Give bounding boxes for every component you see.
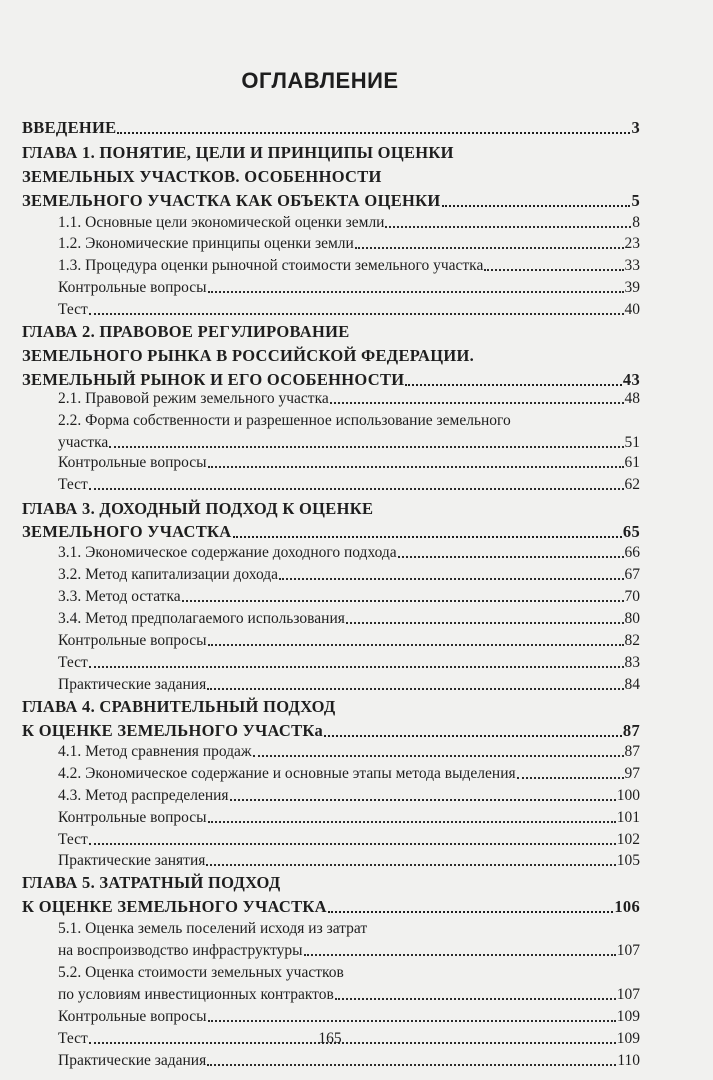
toc-page-number: 109 bbox=[616, 1030, 640, 1047]
toc-chapter-entry[interactable] bbox=[22, 897, 640, 917]
dot-leader bbox=[324, 735, 622, 737]
toc-entry-title: 3.3. Метод остатка bbox=[58, 588, 181, 605]
toc-entry-title: К ОЦЕНКЕ ЗЕМЕЛЬНОГО УЧАСТКа bbox=[22, 721, 324, 740]
toc-page-number: 3 bbox=[631, 118, 640, 137]
toc-entry-title: 1.3. Процедура оценки рыночной стоимости земельного участка bbox=[58, 257, 484, 274]
toc-section-entry[interactable] bbox=[58, 390, 640, 408]
toc-page-number: 101 bbox=[616, 809, 640, 826]
toc-entry-title: Контрольные вопросы bbox=[58, 632, 207, 649]
toc-page-number: 106 bbox=[614, 897, 640, 916]
toc-entry-title: Тест bbox=[58, 301, 88, 318]
toc-page-number: 8 bbox=[632, 214, 640, 231]
dot-leader bbox=[89, 488, 624, 490]
toc-section-entry[interactable] bbox=[58, 610, 640, 628]
dot-leader bbox=[484, 269, 623, 271]
toc-entry-line: ГЛАВА 2. ПРАВОВОЕ РЕГУЛИРОВАНИЕ bbox=[22, 322, 350, 341]
toc-entry-title: по условиям инвестиционных контрактов bbox=[58, 986, 334, 1003]
toc-page-number: 83 bbox=[624, 654, 640, 671]
toc-section-entry[interactable] bbox=[58, 632, 640, 650]
toc-entry-title: на воспроизводство инфраструктуры bbox=[58, 942, 303, 959]
toc-page-number: 105 bbox=[616, 852, 640, 869]
toc-entry-line: ЗЕМЕЛЬНЫХ УЧАСТКОВ. ОСОБЕННОСТИ bbox=[22, 167, 382, 186]
dot-leader bbox=[89, 313, 624, 315]
toc-entry-title: Контрольные вопросы bbox=[58, 279, 207, 296]
toc-entry-line: ГЛАВА 1. ПОНЯТИЕ, ЦЕЛИ И ПРИНЦИПЫ ОЦЕНКИ bbox=[22, 143, 454, 162]
dot-leader bbox=[279, 578, 623, 580]
toc-page-number: 48 bbox=[624, 390, 640, 407]
toc-entry-title: 4.1. Метод сравнения продаж bbox=[58, 743, 252, 760]
toc-page-number: 70 bbox=[624, 588, 640, 605]
dot-leader bbox=[208, 1020, 616, 1022]
toc-page-number: 23 bbox=[624, 235, 640, 252]
toc-page-number: 109 bbox=[616, 1008, 640, 1025]
toc-page-number: 61 bbox=[624, 454, 640, 471]
dot-leader bbox=[206, 864, 615, 866]
toc-entry-title: Контрольные вопросы bbox=[58, 454, 207, 471]
toc-chapter-entry[interactable] bbox=[22, 522, 640, 542]
toc-page-number: 66 bbox=[624, 544, 640, 561]
toc-section-entry[interactable] bbox=[58, 434, 640, 452]
dot-leader bbox=[328, 911, 613, 913]
toc-section-entry[interactable] bbox=[58, 831, 640, 849]
page-number: 165 bbox=[318, 1030, 342, 1047]
dot-leader bbox=[442, 205, 631, 207]
toc-page-number: 107 bbox=[616, 942, 640, 959]
toc-entry-line: ГЛАВА 4. СРАВНИТЕЛЬНЫЙ ПОДХОД bbox=[22, 697, 336, 716]
toc-page-number: 97 bbox=[624, 765, 640, 782]
toc-page-number: 40 bbox=[624, 301, 640, 318]
toc-entry-line: 2.2. Форма собственности и разрешенное использование земельного bbox=[58, 412, 511, 429]
toc-entry-title: ВВЕДЕНИЕ bbox=[22, 118, 117, 137]
toc-section-entry[interactable] bbox=[58, 676, 640, 694]
toc-entry-title: Тест bbox=[58, 831, 88, 848]
toc-page-number: 87 bbox=[624, 743, 640, 760]
toc-section-entry[interactable] bbox=[58, 214, 640, 232]
toc-section-entry[interactable] bbox=[58, 257, 640, 275]
toc-page-number: 5 bbox=[631, 191, 640, 210]
dot-leader bbox=[207, 1064, 616, 1066]
toc-entry-line: 5.1. Оценка земель поселений исходя из затрат bbox=[58, 920, 368, 937]
toc-chapter-entry[interactable] bbox=[22, 370, 640, 390]
toc-page-number: 102 bbox=[616, 831, 640, 848]
toc-section-entry[interactable] bbox=[58, 765, 640, 783]
toc-entry-title: Практические занятия bbox=[58, 852, 206, 869]
toc-entry-title: 1.2. Экономические принципы оценки земли bbox=[58, 235, 354, 252]
toc-entry-title: ЗЕМЕЛЬНОГО УЧАСТКА КАК ОБЪЕКТА ОЦЕНКИ bbox=[22, 191, 441, 210]
toc-section-entry[interactable] bbox=[58, 787, 640, 805]
dot-leader bbox=[233, 536, 622, 538]
toc-section-entry[interactable] bbox=[58, 588, 640, 606]
dot-leader bbox=[304, 954, 616, 956]
toc-entry-title: Контрольные вопросы bbox=[58, 1008, 207, 1025]
toc-chapter-entry[interactable] bbox=[22, 118, 640, 138]
toc-entry-line: ЗЕМЕЛЬНОГО РЫНКА В РОССИЙСКОЙ ФЕДЕРАЦИИ. bbox=[22, 346, 475, 365]
dot-leader bbox=[208, 291, 624, 293]
toc-entry-title: участка bbox=[58, 434, 109, 451]
toc-section-entry[interactable] bbox=[58, 235, 640, 253]
toc-entry-title: 4.3. Метод распределения bbox=[58, 787, 229, 804]
toc-entry-title: ЗЕМЕЛЬНЫЙ РЫНОК И ЕГО ОСОБЕННОСТИ bbox=[22, 370, 405, 389]
toc-entry-title: 4.2. Экономическое содержание и основные этапы метода выделения bbox=[58, 765, 516, 782]
dot-leader bbox=[208, 644, 624, 646]
dot-leader bbox=[346, 622, 624, 624]
toc-chapter-entry[interactable] bbox=[22, 191, 640, 211]
dot-leader bbox=[330, 402, 624, 404]
toc-page-number: 84 bbox=[624, 676, 640, 693]
toc-entry-line: 5.2. Оценка стоимости земельных участков bbox=[58, 964, 344, 981]
dot-leader bbox=[405, 384, 622, 386]
dot-leader bbox=[335, 998, 616, 1000]
toc-entry-title: К ОЦЕНКЕ ЗЕМЕЛЬНОГО УЧАСТКА bbox=[22, 897, 327, 916]
toc-page-number: 67 bbox=[624, 566, 640, 583]
toc-page-number: 33 bbox=[624, 257, 640, 274]
dot-leader bbox=[89, 666, 624, 668]
toc-entry-title: Контрольные вопросы bbox=[58, 809, 207, 826]
toc-section-entry[interactable] bbox=[58, 476, 640, 494]
toc-chapter-entry[interactable] bbox=[22, 721, 640, 741]
toc-page-number: 62 bbox=[624, 476, 640, 493]
page-title: ОГЛАВЛЕНИЕ bbox=[241, 68, 399, 93]
toc-section-entry[interactable] bbox=[58, 1008, 640, 1026]
toc-page-number: 80 bbox=[624, 610, 640, 627]
toc-section-entry[interactable] bbox=[58, 809, 640, 827]
dot-leader bbox=[182, 600, 624, 602]
toc-section-entry[interactable] bbox=[58, 1052, 640, 1070]
dot-leader bbox=[109, 446, 623, 448]
dot-leader bbox=[517, 777, 624, 779]
toc-entry-title: 1.1. Основные цели экономической оценки земли bbox=[58, 214, 385, 231]
toc-entry-title: Тест bbox=[58, 476, 88, 493]
dot-leader bbox=[355, 247, 624, 249]
toc-entry-title: 3.4. Метод предполагаемого использования bbox=[58, 610, 345, 627]
toc-page-number: 82 bbox=[624, 632, 640, 649]
toc-entry-title: 3.2. Метод капитализации дохода bbox=[58, 566, 279, 583]
dot-leader bbox=[398, 556, 624, 558]
toc-page-number: 39 bbox=[624, 279, 640, 296]
dot-leader bbox=[208, 466, 624, 468]
toc-entry-line: ГЛАВА 5. ЗАТРАТНЫЙ ПОДХОД bbox=[22, 873, 281, 892]
toc-section-entry[interactable] bbox=[58, 852, 640, 870]
dot-leader bbox=[89, 843, 616, 845]
toc-page-number: 87 bbox=[622, 721, 640, 740]
toc-section-entry[interactable] bbox=[58, 301, 640, 319]
dot-leader bbox=[253, 755, 624, 757]
toc-section-entry[interactable] bbox=[58, 566, 640, 584]
toc-entry-title: Практические задания bbox=[58, 676, 207, 693]
toc-section-entry[interactable] bbox=[58, 454, 640, 472]
toc-section-entry[interactable] bbox=[58, 942, 640, 960]
toc-page-number: 110 bbox=[617, 1052, 640, 1069]
toc-entry-line: ГЛАВА 3. ДОХОДНЫЙ ПОДХОД К ОЦЕНКЕ bbox=[22, 499, 374, 518]
toc-section-entry[interactable] bbox=[58, 544, 640, 562]
dot-leader bbox=[230, 799, 616, 801]
dot-leader bbox=[207, 688, 623, 690]
dot-leader bbox=[385, 226, 631, 228]
toc-section-entry[interactable] bbox=[58, 743, 640, 761]
toc-entry-title: Практические задания bbox=[58, 1052, 207, 1069]
toc-page-number: 51 bbox=[624, 434, 640, 451]
toc-entry-title: ЗЕМЕЛЬНОГО УЧАСТКА bbox=[22, 522, 232, 541]
toc-entry-title: 3.1. Экономическое содержание доходного подхода bbox=[58, 544, 397, 561]
toc-section-entry[interactable] bbox=[58, 654, 640, 672]
toc-page-number: 43 bbox=[622, 370, 640, 389]
dot-leader bbox=[208, 821, 616, 823]
toc-section-entry[interactable] bbox=[58, 279, 640, 297]
dot-leader bbox=[117, 132, 630, 134]
toc-entry-title: Тест bbox=[58, 654, 88, 671]
toc-page-number: 100 bbox=[616, 787, 640, 804]
toc-page-number: 107 bbox=[616, 986, 640, 1003]
toc-entry-title: 2.1. Правовой режим земельного участка bbox=[58, 390, 329, 407]
toc-section-entry[interactable] bbox=[58, 986, 640, 1004]
toc-entry-title: Тест bbox=[58, 1030, 88, 1047]
toc-page-number: 65 bbox=[622, 522, 640, 541]
